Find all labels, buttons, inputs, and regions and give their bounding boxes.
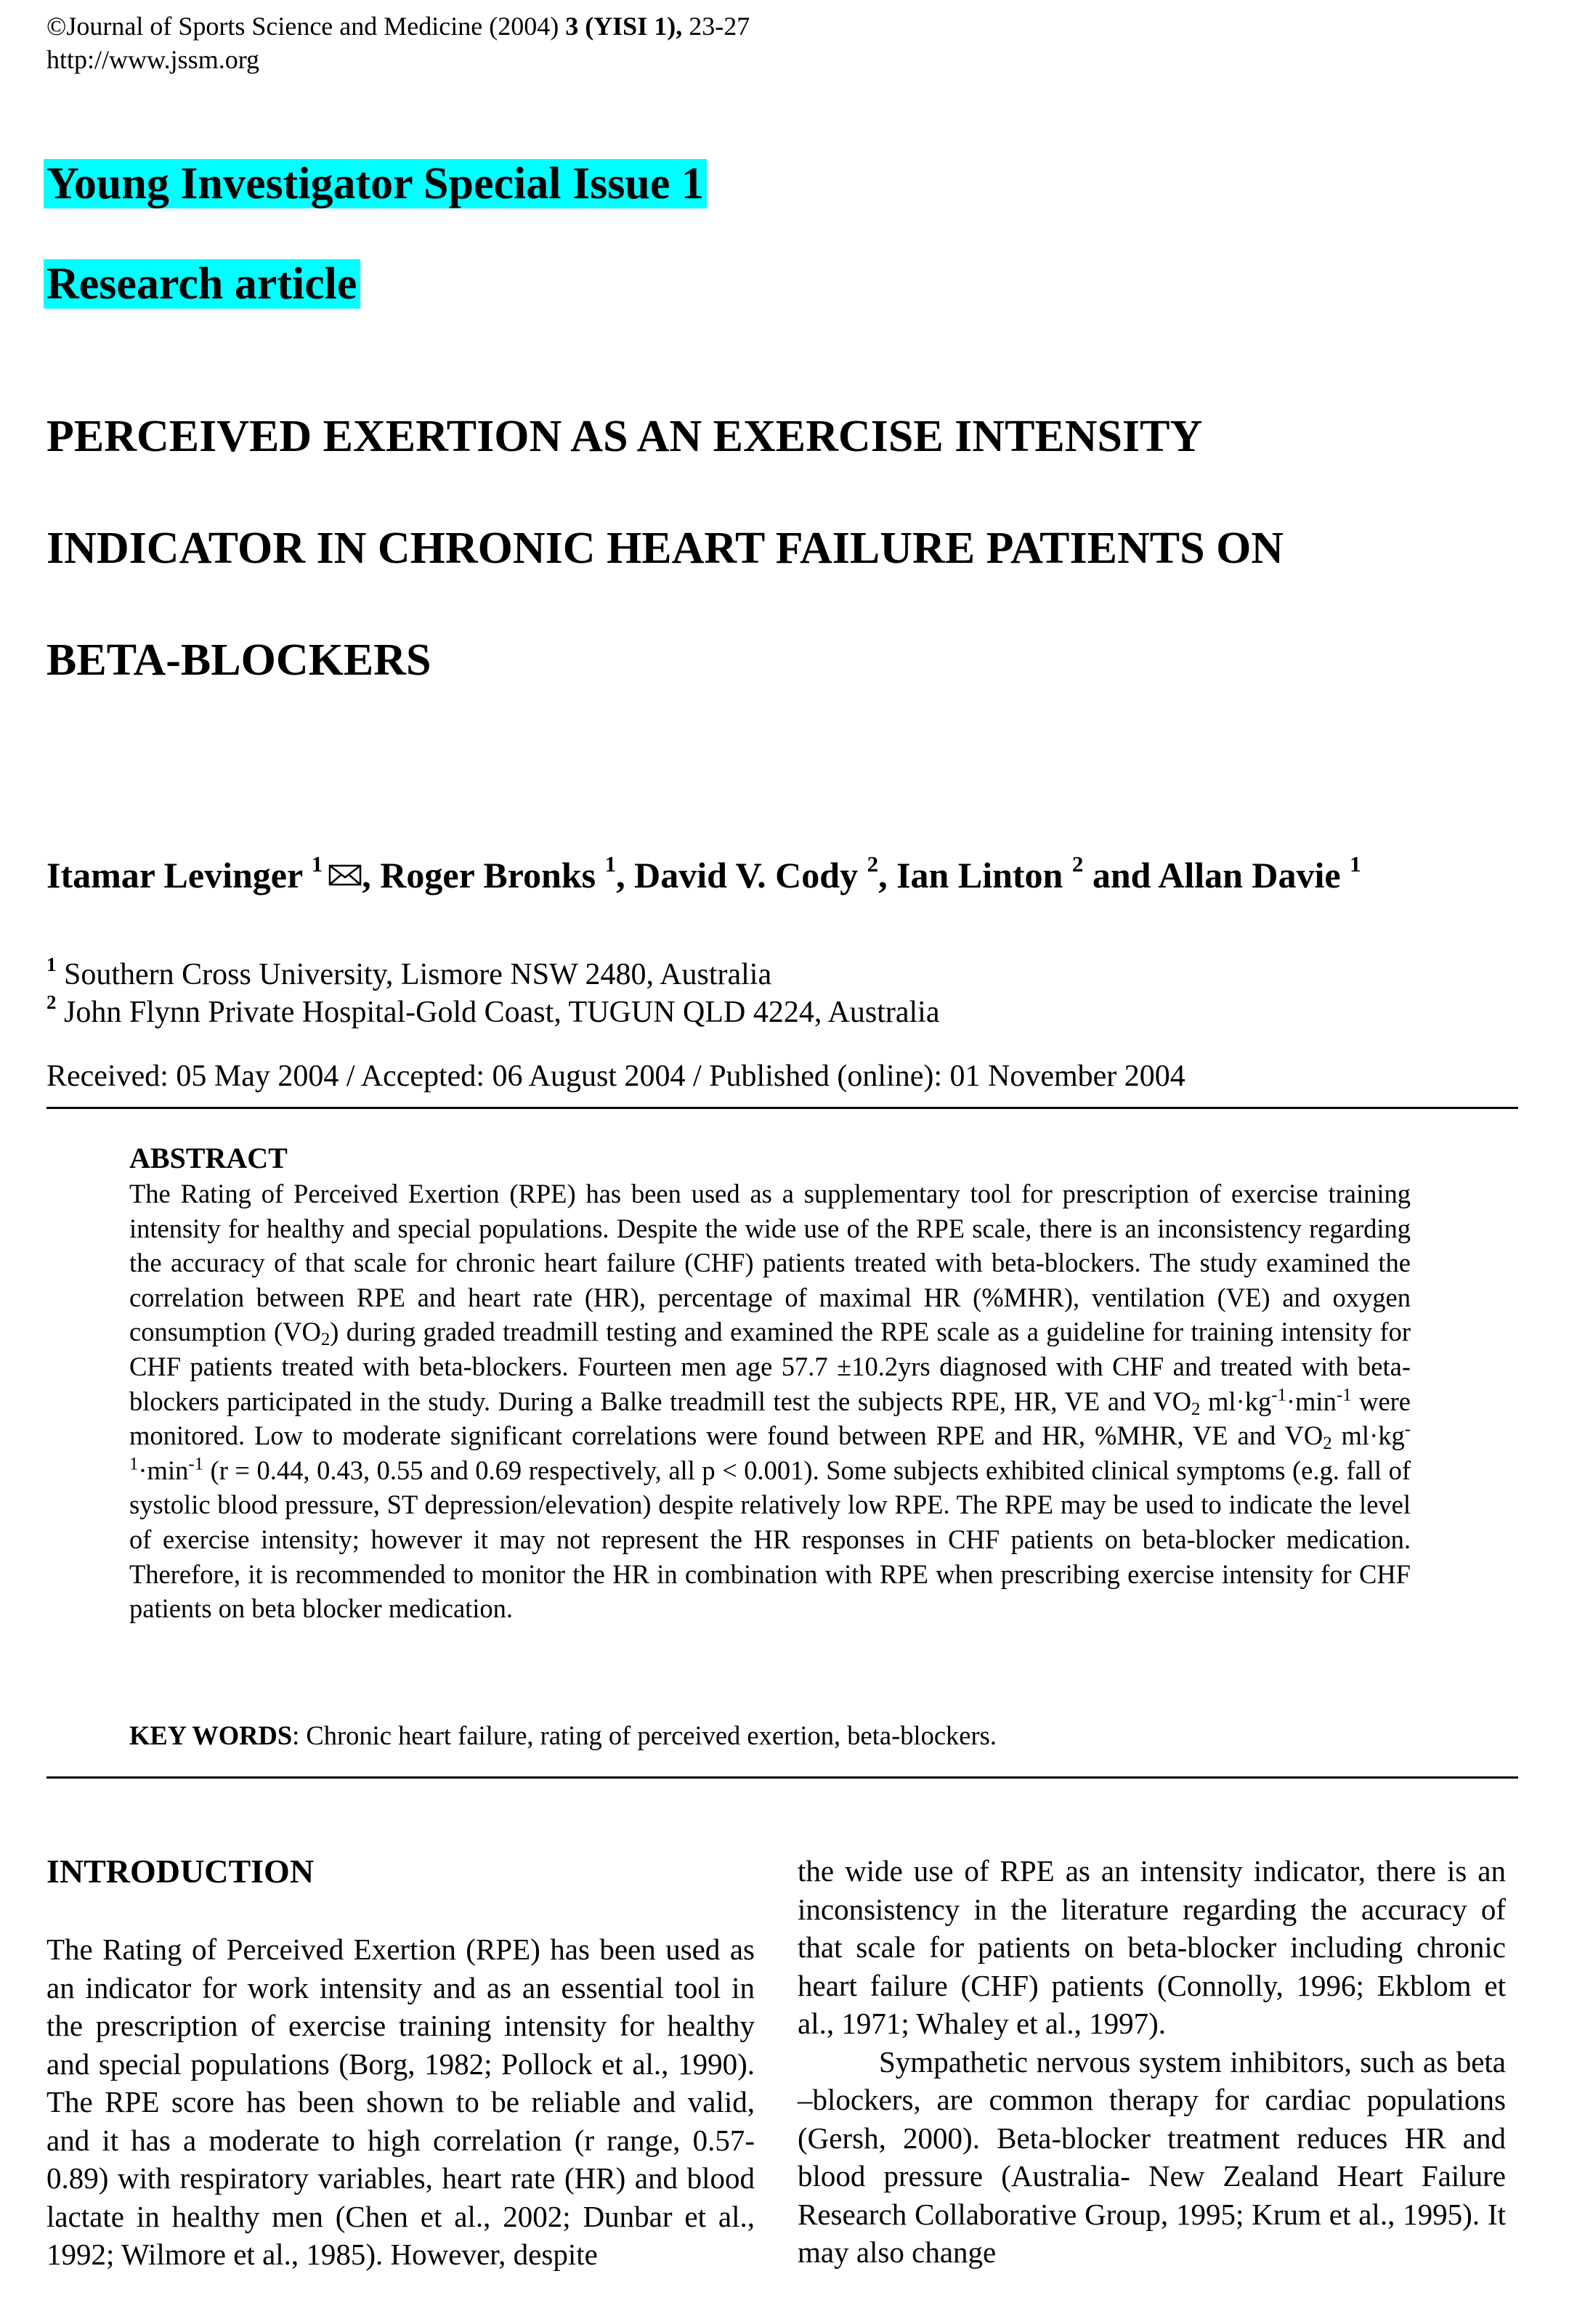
affiliation-number: 1 xyxy=(46,954,57,975)
title-line: BETA-BLOCKERS xyxy=(46,635,431,685)
citation-pages: 23-27 xyxy=(682,12,750,41)
article-type-container xyxy=(44,257,360,311)
keywords-label: KEY WORDS xyxy=(129,1720,293,1750)
abstract-segment: (r = 0.44, 0.43, 0.55 and 0.69 respectively, all p < 0.001). Some subjects exhibited clinical symptoms (e.g. fall of systolic blood pressure, ST depression/elevation) despite relatively low RPE. The RPE may be used to indicate the level of exercise intensity; however it may not represent the HR responses in CHF patients on beta-blocker medication. Therefore, it is recommended to monitor the HR in combination with RPE when prescribing exercise intensity for CHF patients on beta blocker medication. xyxy=(129,1455,1411,1624)
subscript: 2 xyxy=(1323,1434,1332,1454)
author-affiliation-mark: 1 xyxy=(604,851,617,877)
keywords xyxy=(129,1720,997,1751)
citation-text: ©Journal of Sports Science and Medicine (2004) xyxy=(46,12,566,41)
abstract-segment: were monitored. Low to moderate significant correlations were found between RPE and HR, %MHR, VE and VO xyxy=(129,1386,1411,1451)
author-list xyxy=(46,851,1361,896)
envelope-icon[interactable] xyxy=(328,864,362,886)
journal-url[interactable]: http://www.jssm.org xyxy=(46,45,260,74)
abstract-segment: ml·kg xyxy=(1200,1386,1272,1416)
author-name: and Allan Davie xyxy=(1083,855,1350,895)
right-column xyxy=(798,1852,1506,2272)
abstract-text xyxy=(129,1177,1411,1626)
paragraph: The Rating of Perceived Exertion (RPE) has been used as an indicator for work intensity and as an essential tool in the prescription of exercise training intensity for healthy and special populations (Borg, 1982; Pollock et al., 1990). The RPE score has been shown to be reliable and valid, and it has a moderate to high correlation (r range, 0.57-0.89) with respiratory variables, heart rate (HR) and blood lactate in healthy men (Chen et al., 2002; Dunbar et al., 1992; Wilmore et al., 1985). However, despite xyxy=(46,1933,755,2271)
author-name: Itamar Levinger xyxy=(46,855,312,895)
article-title xyxy=(46,381,1514,716)
abstract-segment: ) during graded treadmill testing and examined the RPE scale as a guideline for training intensity for CHF patients treated with beta-blockers. Fourteen men age 57.7 ±10.2yrs diagnosed with CHF and treated with beta-blockers participated in the study. During a Balke treadmill test the subjects RPE, HR, VE and VO xyxy=(129,1317,1411,1416)
author-name: , David V. Cody xyxy=(616,855,867,895)
abstract-segment: The Rating of Perceived Exertion (RPE) has been used as a supplementary tool for prescription of exercise training intensity for healthy and special populations. Despite the wide use of the RPE scale, there is an inconsistency regarding the accuracy of that scale for chronic heart failure (CHF) patients treated with beta-blockers. The study examined the correlation between RPE and heart rate (HR), percentage of maximal HR (%MHR), ventilation (VE) and oxygen consumption (VO xyxy=(129,1179,1411,1347)
publication-dates: Received: 05 May 2004 / Accepted: 06 August 2004 / Published (online): 01 November 2004 xyxy=(46,1060,1185,1093)
abstract-heading: ABSTRACT xyxy=(129,1142,288,1174)
affiliation xyxy=(46,983,940,1031)
issue-label-container xyxy=(44,157,707,211)
paragraph: Sympathetic nervous system inhibitors, such as beta –blockers, are common therapy for cardiac populations (Gersh, 2000). Beta-blocker treatment reduces HR and blood pressure (Australia- New Zealand Heart Failure Research Collaborative Group, 1995; Krum et al., 1995). It may also change xyxy=(798,2044,1506,2269)
subscript: 2 xyxy=(320,1330,331,1350)
divider xyxy=(46,1776,1518,1779)
title-line: PERCEIVED EXERTION AS AN EXERCISE INTENSITY xyxy=(46,412,1203,461)
abstract-segment: ·min xyxy=(1286,1386,1337,1416)
author-name: , Ian Linton xyxy=(878,855,1072,895)
issue-label: Young Investigator Special Issue 1 xyxy=(44,159,707,208)
affiliation-text: John Flynn Private Hospital-Gold Coast, TUGUN QLD 4224, Australia xyxy=(56,996,940,1029)
superscript: -1 xyxy=(129,1419,1411,1474)
abstract-segment: ·min xyxy=(138,1455,189,1485)
author-name: , Roger Bronks xyxy=(362,855,605,895)
author-affiliation-mark: 2 xyxy=(1071,851,1084,877)
article-type: Research article xyxy=(44,259,360,309)
affiliation-text: Southern Cross University, Lismore NSW 2480, Australia xyxy=(56,958,772,991)
author-affiliation-mark: 2 xyxy=(867,851,879,877)
superscript: -1 xyxy=(188,1454,204,1474)
citation-volume: 3 (YISI 1), xyxy=(565,12,683,41)
author-affiliation-mark: 1 xyxy=(311,851,323,877)
affiliation-number: 2 xyxy=(46,991,57,1013)
superscript: -1 xyxy=(1271,1384,1286,1405)
title-line: INDICATOR IN CHRONIC HEART FAILURE PATIENTS ON xyxy=(46,524,1284,573)
abstract xyxy=(129,1140,1411,1626)
section-heading: INTRODUCTION xyxy=(46,1853,315,1890)
author-affiliation-mark: 1 xyxy=(1350,851,1361,877)
keywords-text: : Chronic heart failure, rating of perceived exertion, beta-blockers. xyxy=(292,1720,997,1750)
abstract-segment: ml·kg xyxy=(1331,1421,1405,1451)
left-column xyxy=(46,1852,755,2274)
superscript: -1 xyxy=(1336,1384,1352,1405)
subscript: 2 xyxy=(1191,1399,1201,1419)
journal-citation xyxy=(46,10,750,42)
divider xyxy=(46,1107,1518,1109)
paragraph: the wide use of RPE as an intensity indicator, there is an inconsistency in the literature regarding the accuracy of that scale for patients on beta-blocker including chronic heart failure (CHF) patients (Connolly, 1996; Ekblom et al., 1971; Whaley et al., 1997). xyxy=(798,1854,1506,2040)
